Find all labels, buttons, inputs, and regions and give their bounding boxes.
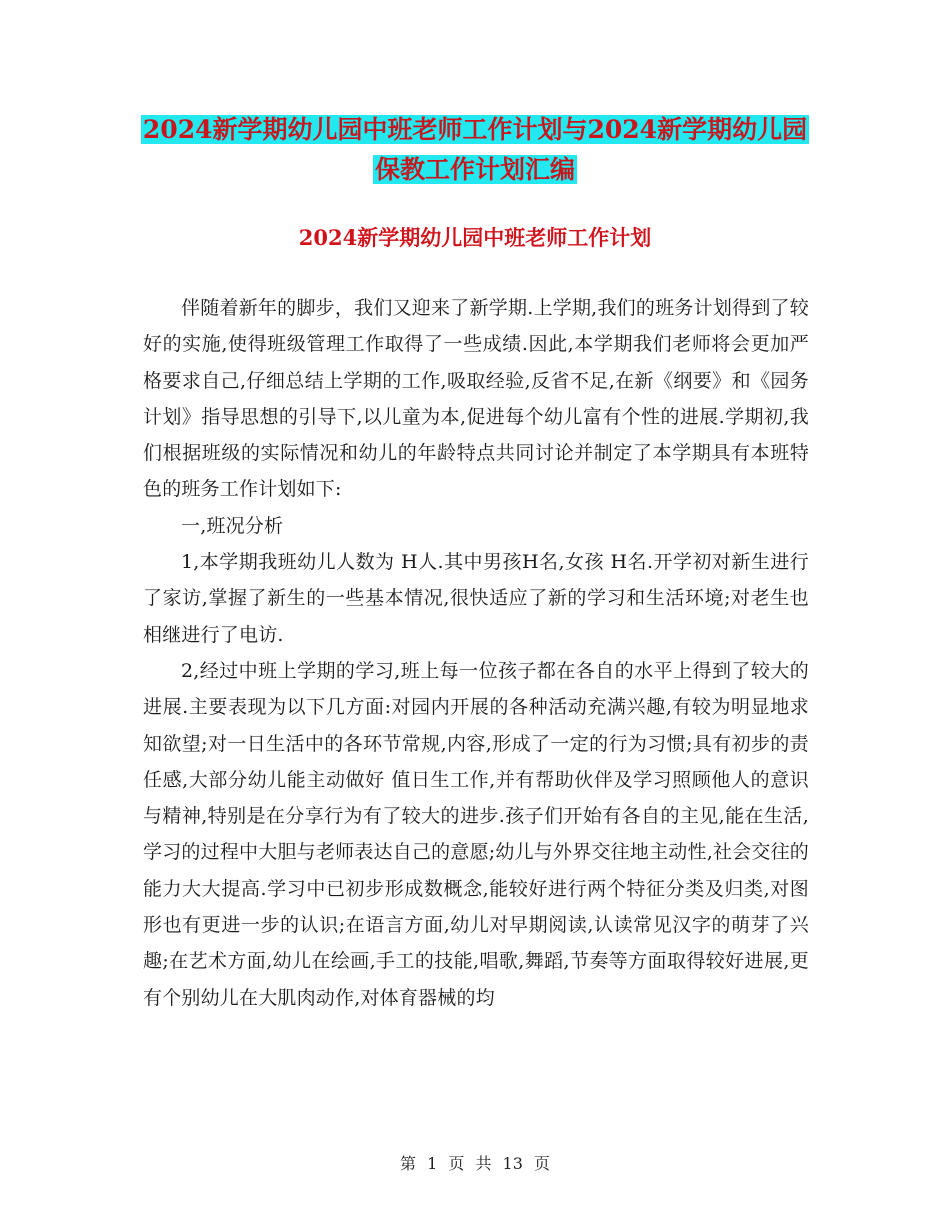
document-body (143, 290, 809, 1016)
section-title: 2024新学期幼儿园中班老师工作计划 (298, 225, 652, 250)
paragraph-intro: 伴随着新年的脚步，我们又迎来了新学期.上学期,我们的班务计划得到了较好的实施,使得班级管理工作取得了一些成绩.因此,本学期我们老师将会更加严格要求自己,仔细总结上学期的工作,吸取经验,反省不足,在新《纲要》和《园务计划》指导思想的引导下,以儿童为本,促进每个幼儿富有个性的进展.学期初,我们根据班级的实际情况和幼儿的年龄特点共同讨论并制定了本学期具有本班特色的班务工作计划如下: (143, 297, 809, 501)
document-title (140, 110, 810, 190)
paragraph-item-1: 1,本学期我班幼儿人数为 H人.其中男孩H名,女孩 H名.开学初对新生进行了家访,掌握了新生的一些基本情况,很快适应了新的学习和生活环境;对老生也相继进行了电访. (143, 551, 809, 646)
page-number-footer: 第 1 页 共 13 页 (400, 1154, 550, 1173)
paragraph-heading-class-analysis: 一,班况分析 (181, 514, 284, 537)
paragraph-item-2: 2,经过中班上学期的学习,班上每一位孩子都在各自的水平上得到了较大的进展.主要表现为以下几方面:对园内开展的各种活动充满兴趣,有较为明显地求知欲望;对一日生活中的各环节常规,内容,形成了一定的行为习惯;具有初步的责任感,大部分幼儿能主动做好 值日生工作,并有帮助伙伴及学习照顾他人的意识与精神,特别是在分享行为有了较大的进步.孩子们开始有各自的主见,能在生活,学习的过程中大胆与老师表达自己的意愿;幼儿与外界交往地主动性,社会交往的能力大大提高.学习中已初步形成数概念,能较好进行两个特征分类及归类,对图形也有更进一步的认识;在语言方面,幼儿对早期阅读,认读常见汉字的萌芽了兴趣;在艺术方面,幼儿在绘画,手工的技能,唱歌,舞蹈,节奏等方面取得较好进展,更有个别幼儿在大肌肉动作,对体育器械的均 (143, 659, 809, 1009)
document-title-highlight: 2024新学期幼儿园中班老师工作计划与2024新学期幼儿园保教工作计划汇编 (142, 115, 808, 184)
